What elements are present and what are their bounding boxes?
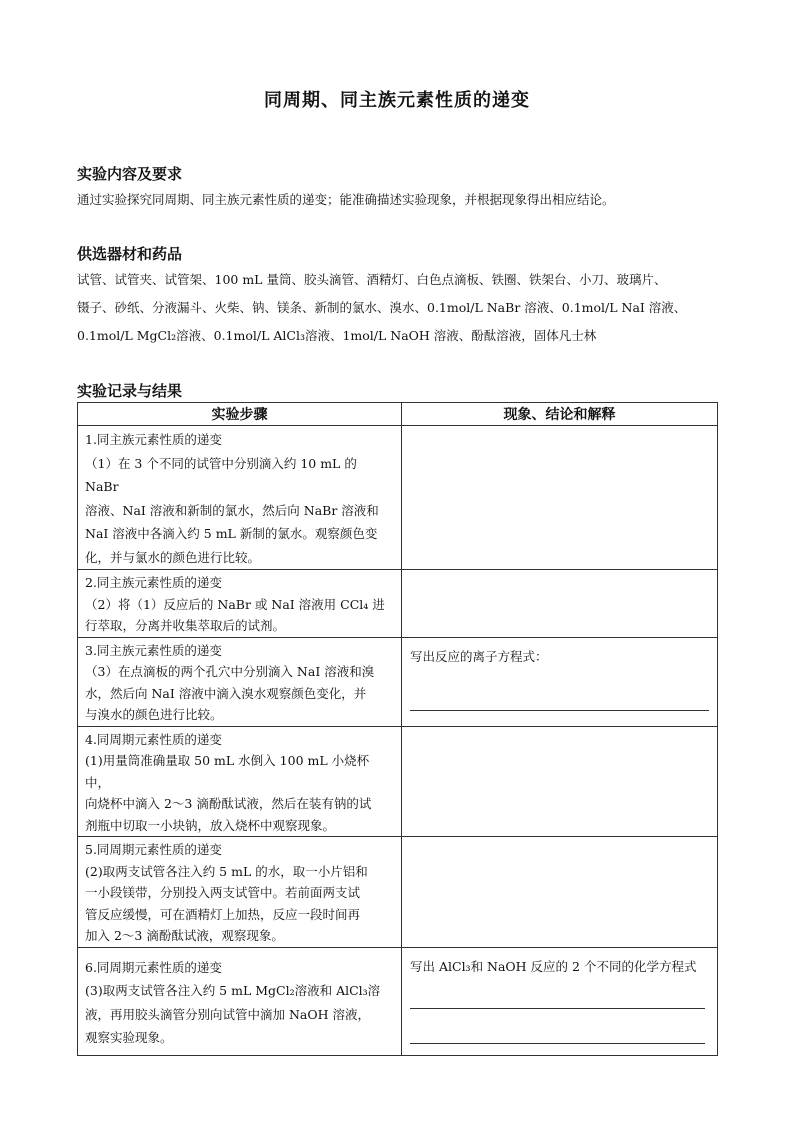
step-line: (3)取两支试管各注入约 5 mL MgCl₂溶液和 AlCl₃溶 [85, 983, 381, 998]
materials-line: 试管、试管夹、试管架、100 mL 量筒、胶头滴管、酒精灯、白色点滴板、铁圈、铁架台、小刀、玻璃片、 [77, 272, 667, 287]
table-row [78, 947, 718, 1055]
materials-heading: 供选器材和药品 [77, 245, 183, 263]
step-line: 观察实验现象。 [85, 1030, 173, 1045]
step-line: 1.同主族元素性质的递变 [85, 432, 222, 447]
page-title: 同周期、同主族元素性质的递变 [264, 90, 530, 111]
content-text: 通过实验探究同周期、同主族元素性质的递变；能准确描述实验现象，并根据现象得出相应结论。 [77, 192, 615, 207]
record-heading: 实验记录与结果 [77, 382, 183, 400]
step-line: （2）将（1）反应后的 NaBr 或 NaI 溶液用 CCl₄ 进 [85, 596, 385, 612]
materials-text [77, 266, 727, 350]
step-cell [78, 638, 401, 726]
content-heading: 实验内容及要求 [77, 165, 183, 183]
step-line: （3）在点滴板的两个孔穴中分别滴入 NaI 溶液和溴 [85, 664, 375, 679]
step-cell [78, 948, 401, 1050]
table-row [78, 726, 718, 837]
step-cell [78, 426, 401, 569]
observation-cell[interactable] [402, 570, 718, 638]
step-line: 向烧杯中滴入 2～3 滴酚酞试液，然后在装有钠的试 [85, 796, 372, 811]
table-header-row [78, 403, 718, 426]
observation-cell[interactable] [402, 947, 718, 1055]
step-line: 化，并与氯水的颜色进行比较。 [85, 549, 261, 565]
table-row [78, 837, 718, 948]
step-line: 剂瓶中切取一小块钠，放入烧杯中观察现象。 [85, 817, 336, 833]
step-line: 4.同周期元素性质的递变 [85, 731, 222, 747]
materials-line: 0.1mol/L MgCl₂溶液、0.1mol/L AlCl₃溶液、1mol/L NaOH 溶液、酚酞溶液，固体凡士林 [77, 328, 597, 343]
observation-cell[interactable] [402, 426, 718, 570]
step-line: 6.同周期元素性质的递变 [85, 959, 222, 975]
record-table [77, 402, 718, 1056]
answer-line[interactable] [410, 1043, 705, 1044]
table-row [78, 426, 718, 570]
step-line: （1）在 3 个不同的试管中分别滴入约 10 mL 的 NaBr [85, 455, 357, 494]
table-row [78, 637, 718, 726]
step-cell [78, 570, 401, 637]
step-line: 水，然后向 NaI 溶液中滴入溴水观察颜色变化，并 [85, 685, 367, 701]
step-line: (2)取两支试管各注入约 5 mL 的水，取一小片铝和 [85, 863, 368, 879]
header-observations: 现象、结论和解释 [402, 403, 718, 426]
step-line: 与溴水的颜色进行比较。 [85, 707, 223, 722]
step-line: 溶液、NaI 溶液和新制的氯水，然后向 NaBr 溶液和 [85, 502, 379, 518]
observation-prompt: 写出 AlCl₃和 NaOH 反应的 2 个不同的化学方程式 [410, 958, 697, 974]
observation-cell[interactable] [402, 637, 718, 726]
step-line: 2.同主族元素性质的递变 [85, 575, 222, 590]
step-cell [78, 837, 401, 947]
step-line: 3.同主族元素性质的递变 [85, 642, 222, 658]
answer-line[interactable] [410, 710, 709, 711]
table-row [78, 570, 718, 638]
answer-line[interactable] [410, 1008, 705, 1009]
step-line: 加入 2～3 滴酚酞试液，观察现象。 [85, 928, 284, 943]
header-steps: 实验步骤 [78, 403, 402, 426]
step-line: 5.同周期元素性质的递变 [85, 842, 222, 857]
step-line: 一小段镁带，分别投入两支试管中。若前面两支试 [85, 885, 361, 900]
step-line: (1)用量筒准确量取 50 mL 水倒入 100 mL 小烧杯中， [85, 753, 370, 790]
step-line: 管反应缓慢，可在酒精灯上加热，反应一段时间再 [85, 906, 361, 922]
step-cell [78, 727, 401, 837]
materials-line: 镊子、砂纸、分液漏斗、火柴、钠、镁条、新制的氯水、溴水、0.1mol/L NaBr 溶液、0.1mol/L NaI 溶液、 [77, 300, 687, 315]
step-line: NaI 溶液中各滴入约 5 mL 新制的氯水。观察颜色变 [85, 526, 378, 541]
step-line: 液，再用胶头滴管分别向试管中滴加 NaOH 溶液， [85, 1006, 370, 1022]
observation-prompt: 写出反应的离子方程式： [410, 648, 548, 664]
step-line: 行萃取，分离并收集萃取后的试剂。 [85, 618, 286, 633]
observation-cell[interactable] [402, 726, 718, 837]
observation-cell[interactable] [402, 837, 718, 948]
